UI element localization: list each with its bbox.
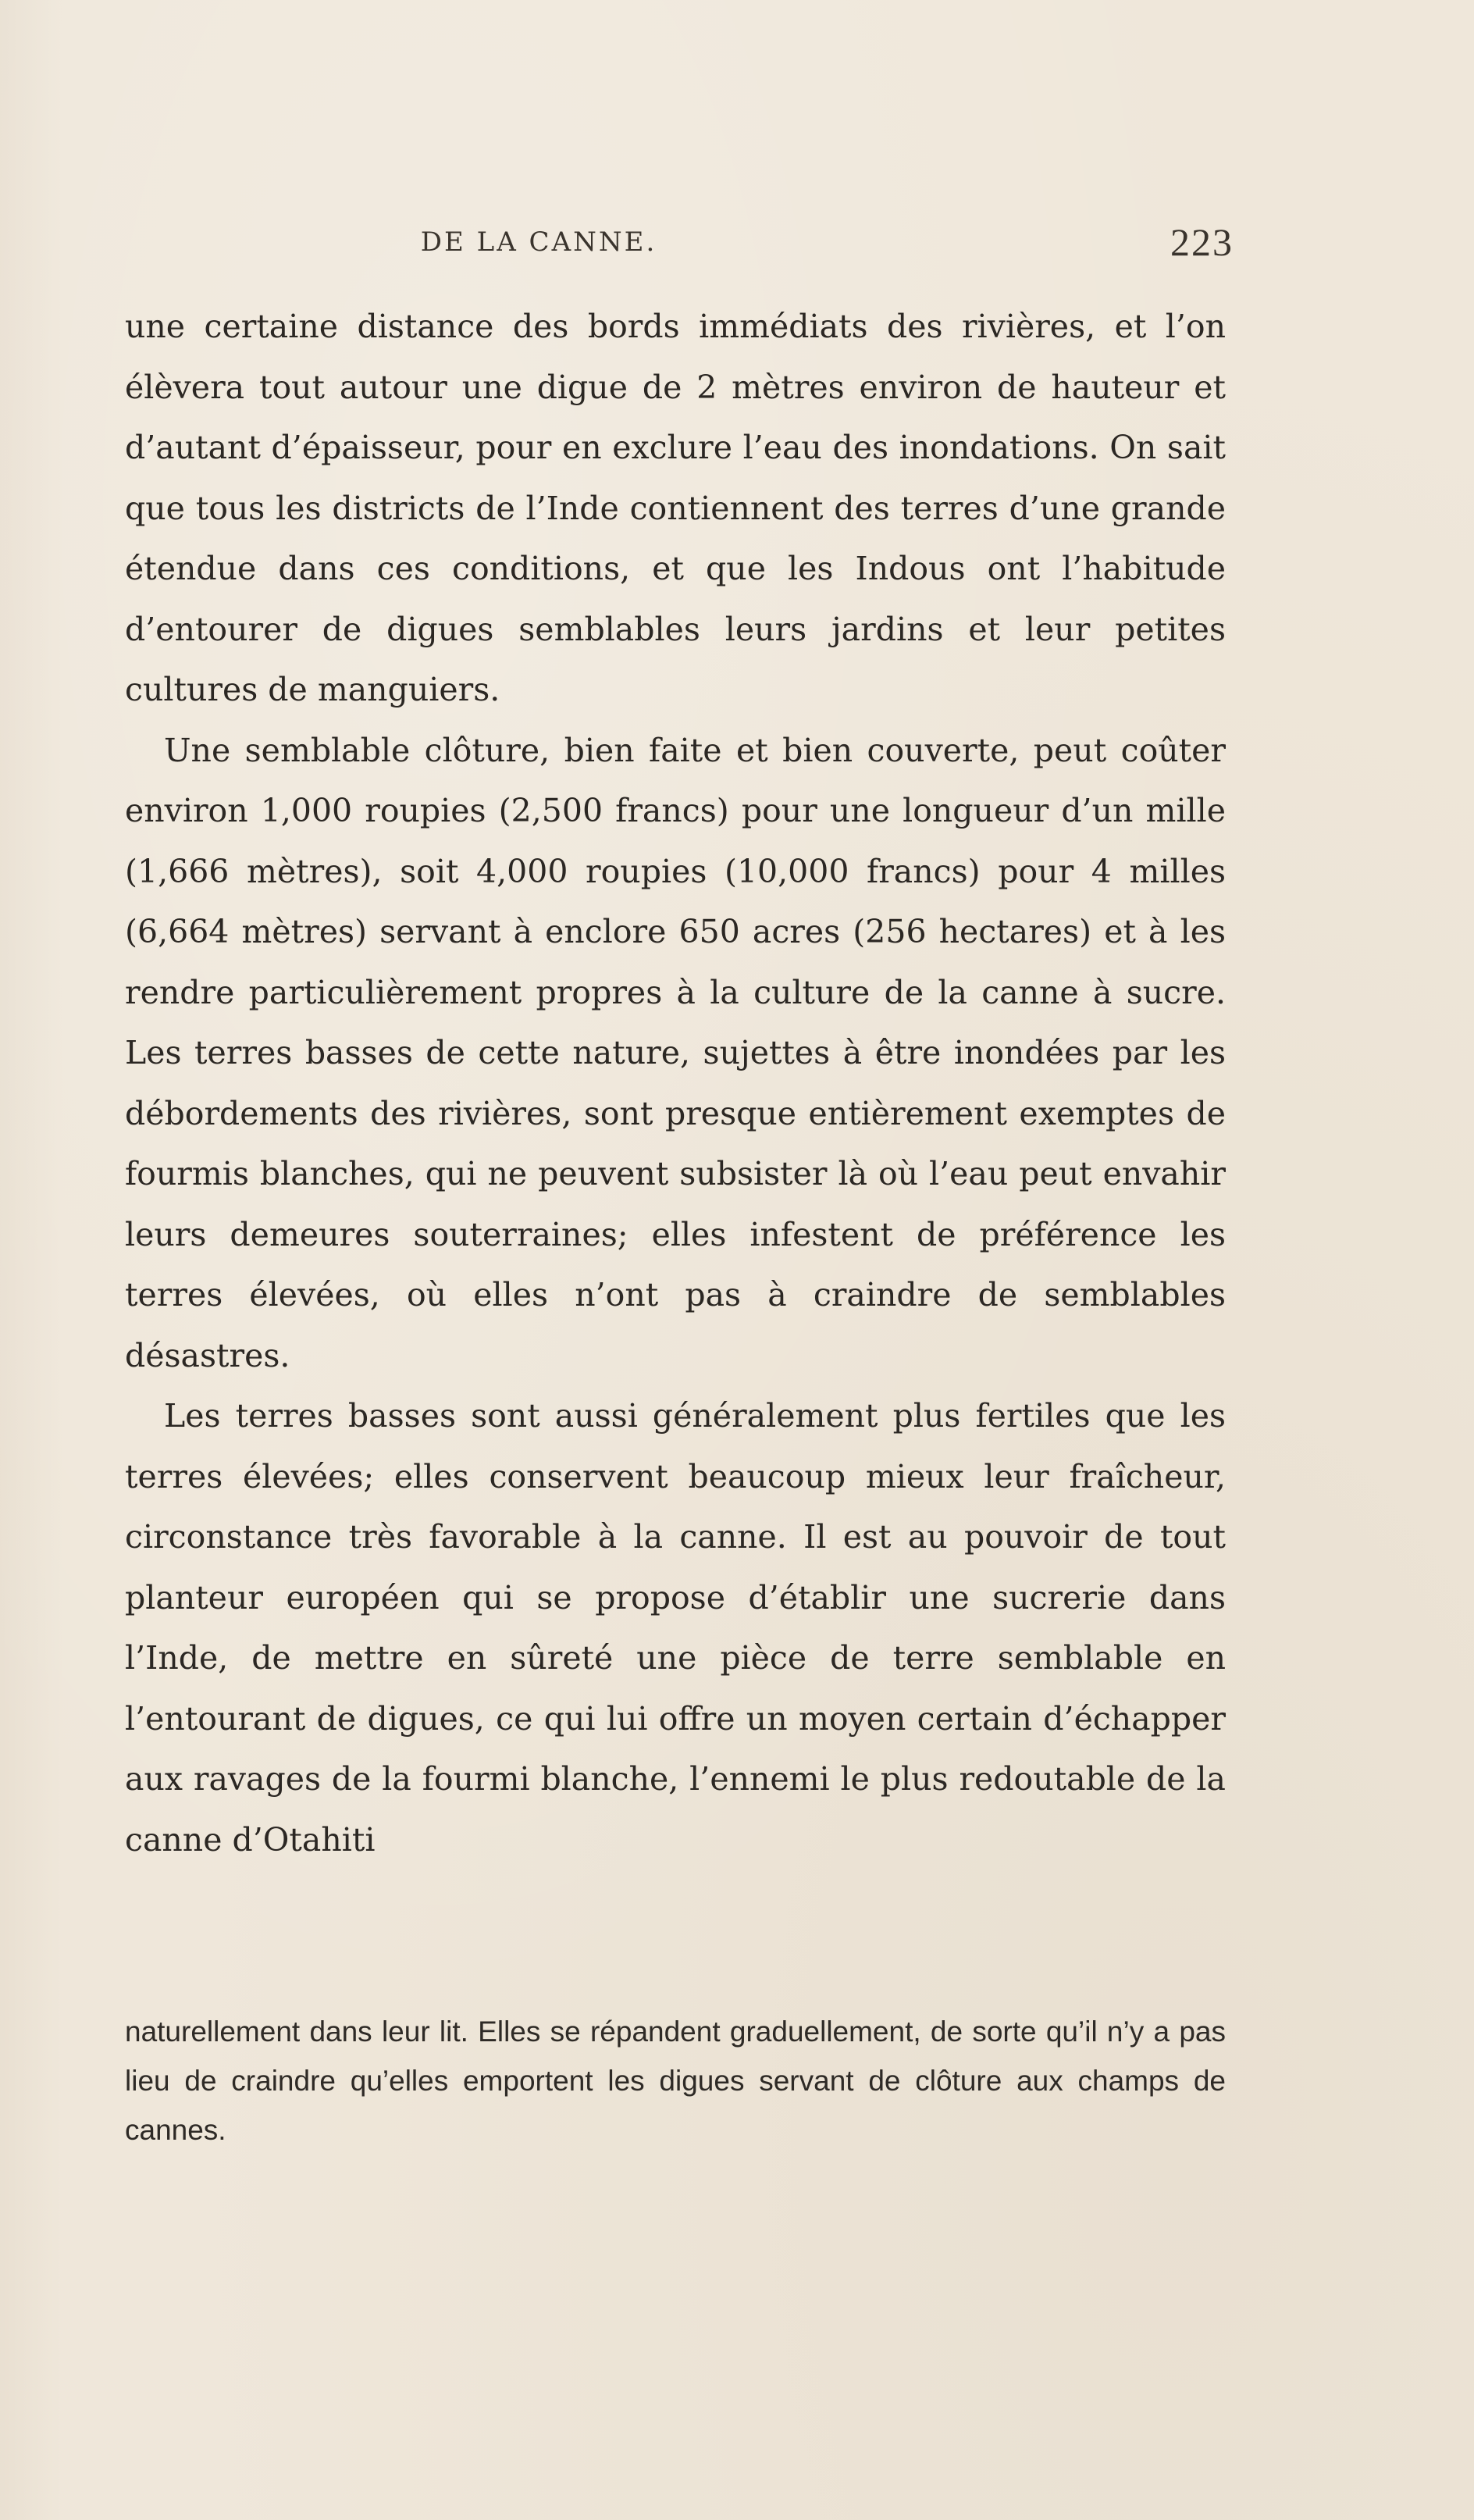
main-text <box>125 297 1226 1870</box>
page-number: 223 <box>1170 220 1234 264</box>
running-head <box>125 219 1234 266</box>
footnote <box>125 2007 1226 2155</box>
paragraph-enclosure-cost: Une semblable clôture, bien faite et bien couverte, peut coûter environ 1,000 roupies (2,500 francs) pour une longueur d’un mille (1,666 mètres), soit 4,000 roupies (10,000 francs) pour 4 milles (6,664 mètres) servant à enclore 650 acres (256 hectares) et à les rendre particulièrement propres à la culture de la canne à sucre. Les terres basses de cette nature, sujettes à être inondées par les débordements des rivières, sont presque entièrement exemptes de fourmis blanches, qui ne peuvent subsister là où l’eau peut envahir leurs demeures souterraines; elles infestent de préférence les terres élevées, où elles n’ont pas à craindre de semblables désastres. <box>125 731 1226 1374</box>
paragraph-continuation: une certaine distance des bords immédiats des rivières, et l’on élèvera tout autour une digue de 2 mètres environ de hauteur et d’autant d’épaisseur, pour en exclure l’eau des inondations. On sait que tous les districts de l’Inde contiennent des terres d’une grande étendue dans ces conditions, et que les Indous ont l’habitude d’entourer de digues semblables leurs jardins et leur petites cultures de manguiers. <box>125 308 1226 708</box>
paragraph-low-lands: Les terres basses sont aussi généralement plus fertiles que les terres élevées; elles conservent beaucoup mieux leur fraîcheur, circonstance très favorable à la canne. Il est au pouvoir de tout planteur européen qui se propose d’établir une sucrerie dans l’Inde, de mettre en sûreté une pièce de terre semblable en l’entourant de digues, ce qui lui offre un moyen certain d’échapper aux ravages de la fourmi blanche, l’ennemi le plus redoutable de la canne d’Otahiti <box>125 1397 1226 1859</box>
running-title: DE LA CANNE. <box>420 226 657 258</box>
footnote-text: naturellement dans leur lit. Elles se répandent graduellement, de sorte qu’il n’y a pas lieu de craindre qu’elles emportent les digues servant de clôture aux champs de cannes. <box>125 2016 1226 2146</box>
